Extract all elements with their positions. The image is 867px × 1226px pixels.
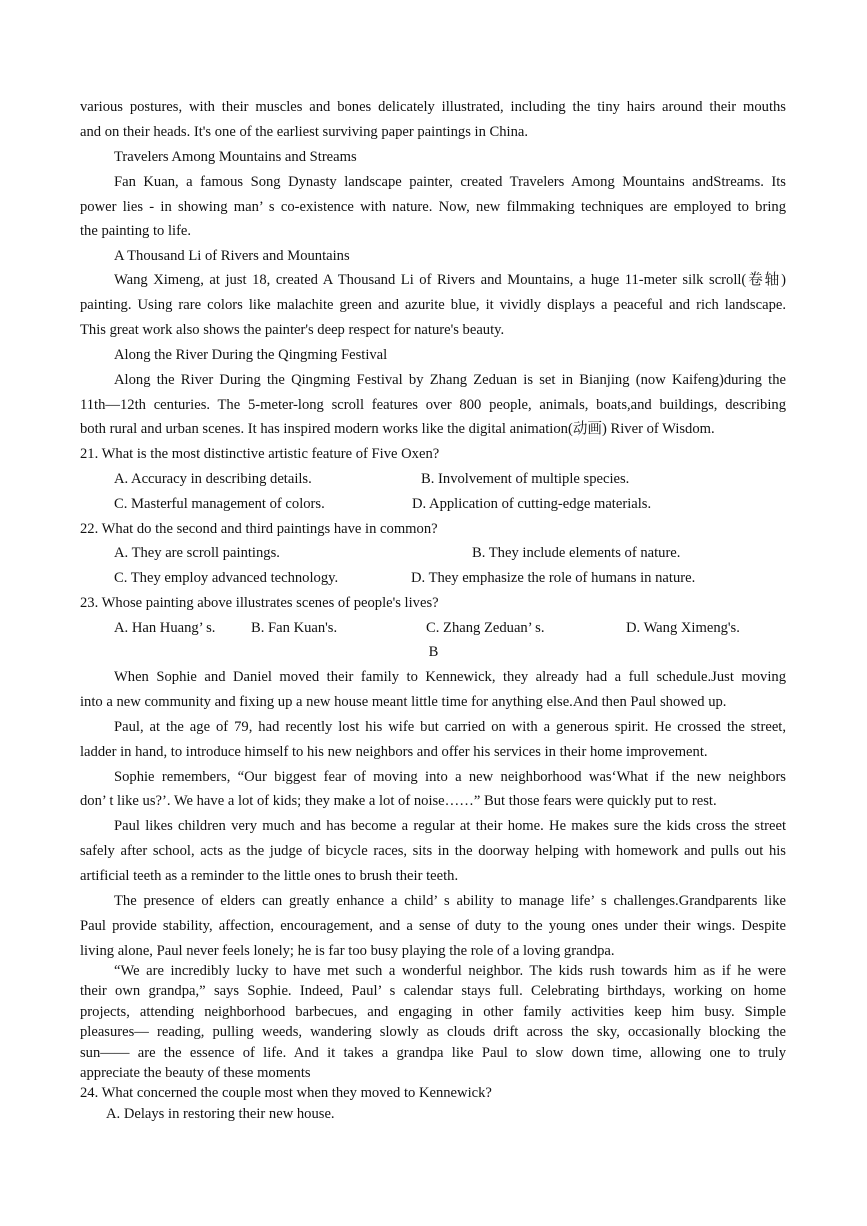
section-title-travelers: Travelers Among Mountains and Streams [114,149,357,165]
paragraph-line: living alone, Paul never feels lonely; he is far too busy playing the role of a loving grandpa. [80,943,615,959]
option-22-c[interactable]: C. They employ advanced technology. [114,570,339,586]
paragraph-line: ladder in hand, to introduce himself to his new neighbors and offer his services in their home improvement. [80,744,708,760]
option-22-a[interactable]: A. They are scroll paintings. [114,545,280,561]
paragraph-line: Along the River During the Qingming Festival by Zhang Zeduan is set in Bianjing (now Kaifeng)during the [114,372,786,388]
paragraph-line: their own grandpa,” says Sophie. Indeed, Paul’ s calendar stays full. Celebrating birthdays, working on home [80,983,786,999]
option-22-b[interactable]: B. They include elements of nature. [472,545,681,561]
paragraph-line: 11th—12th centuries. The 5-meter-long scroll features over 800 people, animals, boats,and buildings, describing [80,397,786,413]
option-23-c[interactable]: C. Zhang Zeduan’ s. [426,620,545,636]
passage-a-intro-line: and on their heads. It's one of the earliest surviving paper paintings in China. [80,124,529,140]
paragraph-line: Sophie remembers, “Our biggest fear of moving into a new neighborhood was‘What if the new neighbors [114,769,786,785]
paragraph-line: sun—— are the essence of life. And it takes a grandpa like Paul to slow down time, allowing one to truly [80,1045,786,1061]
paragraph-line: Fan Kuan, a famous Song Dynasty landscape painter, created Travelers Among Mountains andStreams. Its [114,174,786,190]
section-title-qingming: Along the River During the Qingming Festival [114,347,388,363]
paragraph-line: Paul provide stability, affection, encouragement, and a sense of duty to the young ones under their wings. Despite [80,918,786,934]
paragraph-line: into a new community and fixing up a new house meant little time for anything else.And then Paul showed up. [80,694,727,710]
passage-a-intro-line: various postures, with their muscles and bones delicately illustrated, including the tiny hairs around their mouths [80,99,786,115]
option-24-a[interactable]: A. Delays in restoring their new house. [106,1106,335,1122]
paragraph-line: painting. Using rare colors like malachite green and azurite blue, it vividly displays a peaceful and rich landscape. [80,297,786,313]
paragraph-line: When Sophie and Daniel moved their family to Kennewick, they already had a full schedule.Just moving [114,669,786,685]
paragraph-line: Wang Ximeng, at just 18, created A Thousand Li of Rivers and Mountains, a huge 11-meter silk scroll(卷轴) [114,272,786,288]
question-stem-23: 23. Whose painting above illustrates scenes of people's lives? [80,595,439,611]
option-21-a[interactable]: A. Accuracy in describing details. [114,471,312,487]
section-b-heading: B [428,644,439,660]
paragraph-line: projects, attending neighborhood barbecues, and engaging in other family activities keep him busy. Simple [80,1004,786,1020]
paragraph-line: “We are incredibly lucky to have met such a wonderful neighbor. The kids rush towards him as if he were [114,963,786,979]
paragraph-line: Paul, at the age of 79, had recently lost his wife but carried on with a generous spirit. He crossed the street, [114,719,786,735]
question-stem-22: 22. What do the second and third paintings have in common? [80,521,438,537]
paragraph-line: The presence of elders can greatly enhance a child’ s ability to manage life’ s challenges.Grandparents like [114,893,786,909]
option-22-d[interactable]: D. They emphasize the role of humans in nature. [411,570,696,586]
paragraph-line: don’ t like us?’. We have a lot of kids; they make a lot of noise……” But those fears were quickly put to rest. [80,793,717,809]
paragraph-line: pleasures— reading, pulling weeds, wandering slowly as clouds drift across the sky, occasionally blocking the [80,1024,786,1040]
question-stem-21: 21. What is the most distinctive artistic feature of Five Oxen? [80,446,440,462]
paragraph-line: Paul likes children very much and has become a regular at their home. He makes sure the kids cross the street [114,818,786,834]
paragraph-line: appreciate the beauty of these moments [80,1065,311,1081]
question-stem-24: 24. What concerned the couple most when they moved to Kennewick? [80,1085,492,1101]
section-title-thousand-li: A Thousand Li of Rivers and Mountains [114,248,350,264]
paragraph-line: the painting to life. [80,223,192,239]
option-21-b[interactable]: B. Involvement of multiple species. [421,471,630,487]
option-23-a[interactable]: A. Han Huang’ s. [114,620,216,636]
option-23-d[interactable]: D. Wang Ximeng's. [626,620,740,636]
paragraph-line: power lies - in showing man’ s co-existence with nature. Now, new filmmaking techniques are employed to bring [80,199,786,215]
paragraph-line: both rural and urban scenes. It has inspired modern works like the digital animation(动画) River of Wisdom. [80,421,715,437]
option-23-b[interactable]: B. Fan Kuan's. [251,620,338,636]
option-21-d[interactable]: D. Application of cutting-edge materials. [412,496,652,512]
paragraph-line: artificial teeth as a reminder to the little ones to brush their teeth. [80,868,459,884]
option-21-c[interactable]: C. Masterful management of colors. [114,496,325,512]
paragraph-line: safely after school, acts as the judge of bicycle races, sits in the doorway helping with homework and pulls out his [80,843,786,859]
paragraph-line: This great work also shows the painter's deep respect for nature's beauty. [80,322,505,338]
